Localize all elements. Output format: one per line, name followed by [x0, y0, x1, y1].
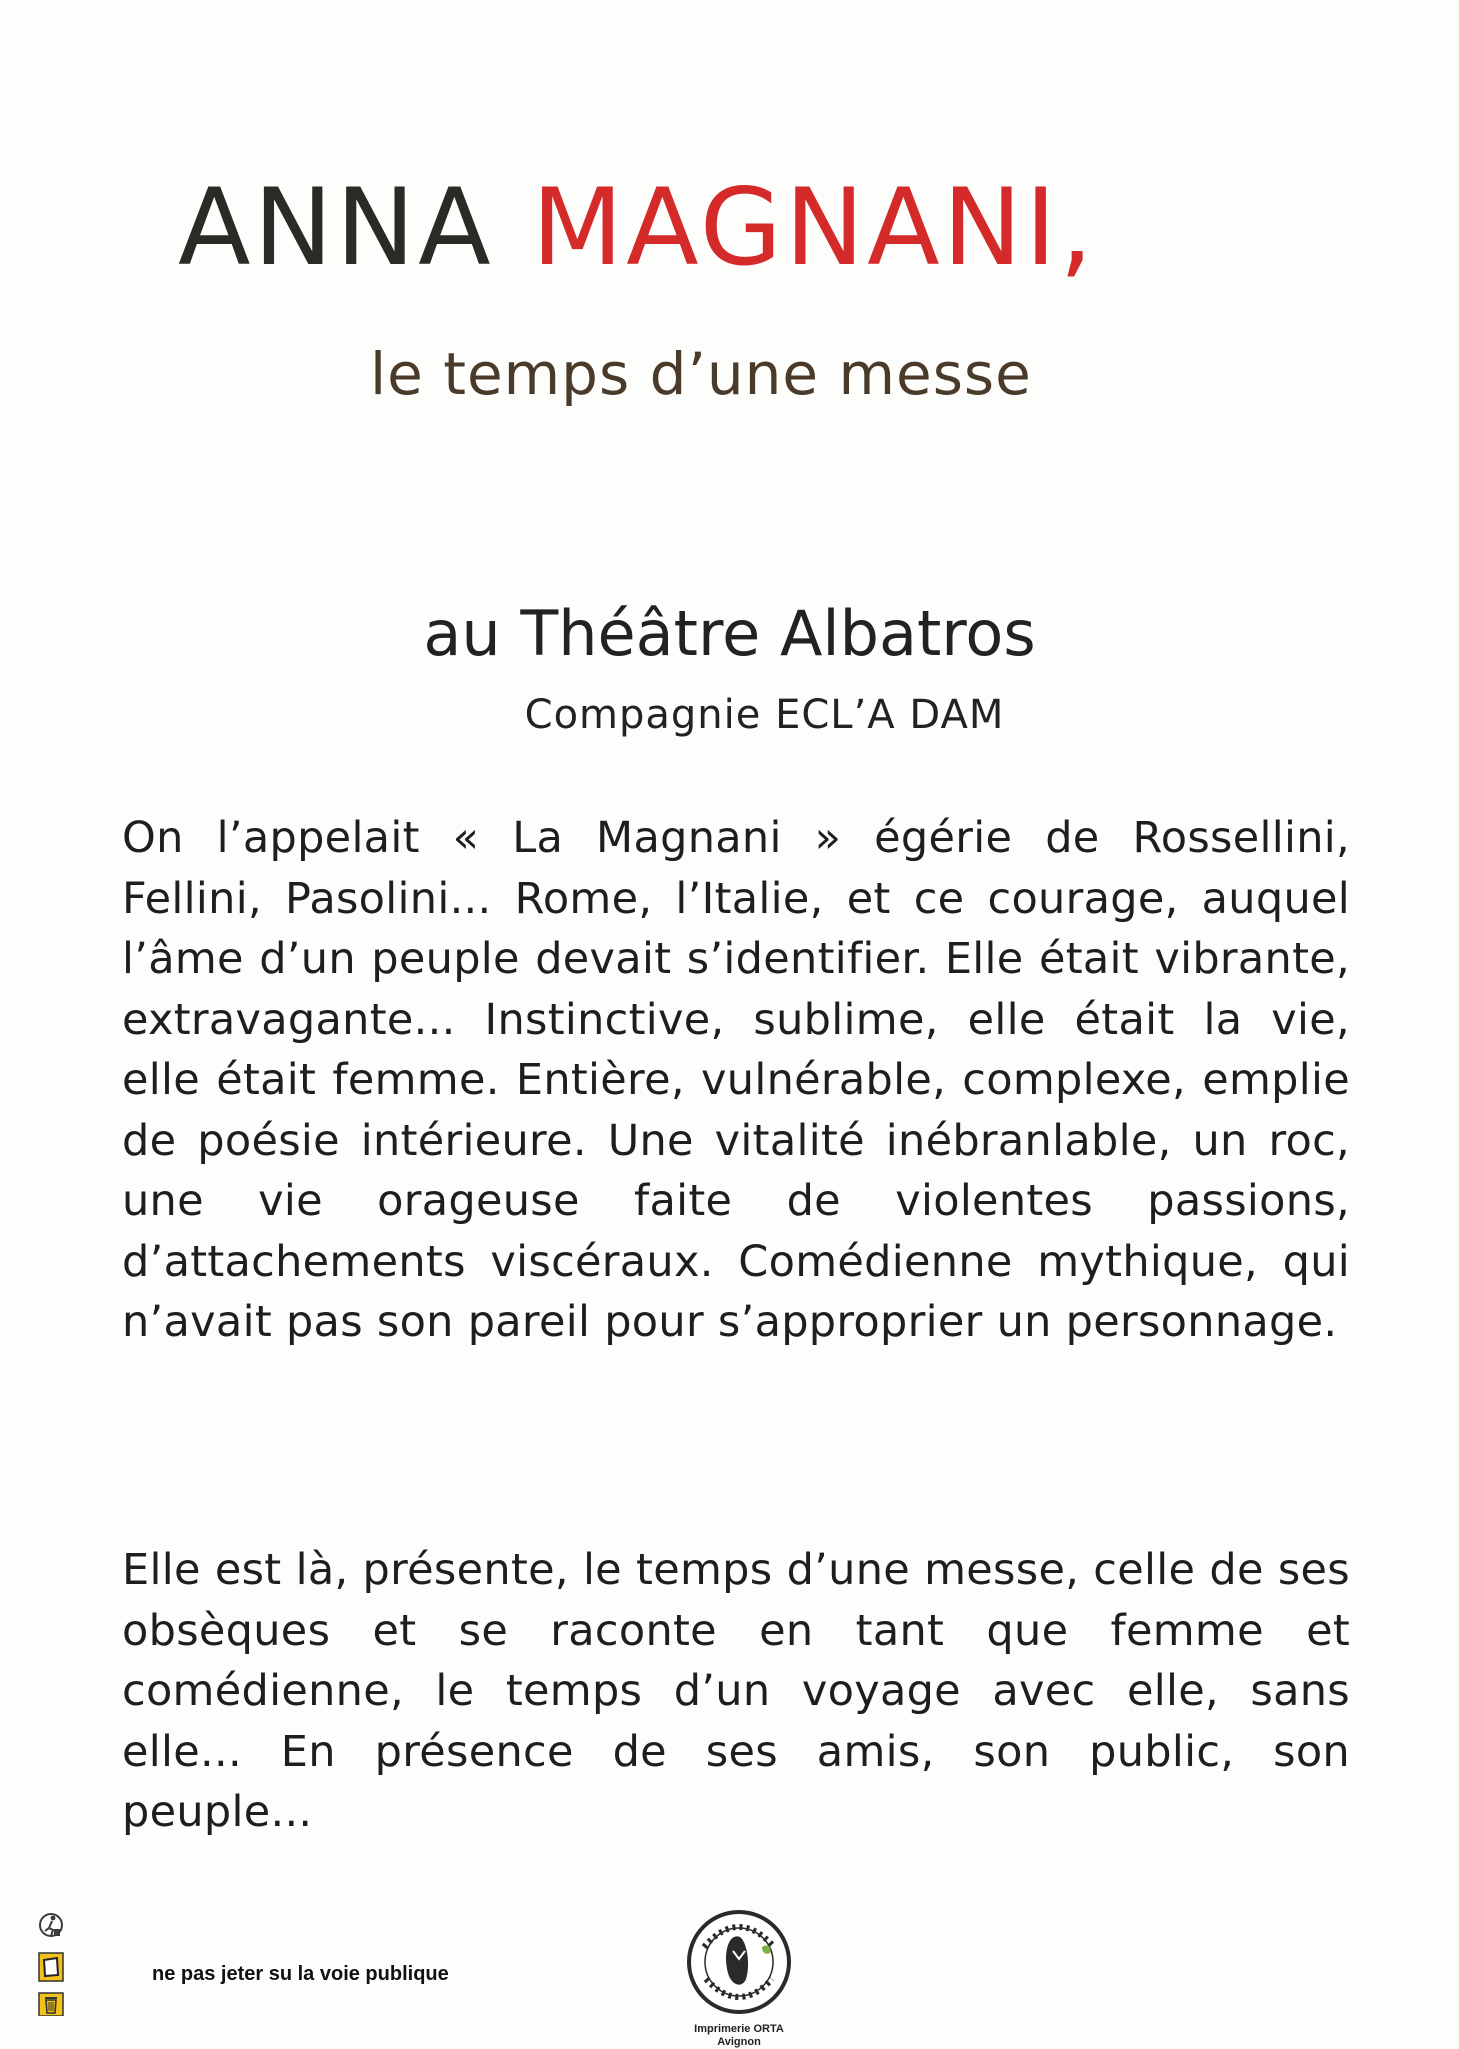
company-line: Compagnie ECL’A DAM [524, 692, 1005, 738]
disposal-icons [38, 1912, 78, 2026]
trash-bin-icon [38, 1992, 78, 2020]
title-accent-word: MAGNANI, [531, 166, 1096, 289]
recycle-person-icon [38, 1912, 78, 1946]
eco-flipflop-icon [684, 2002, 794, 2021]
disposal-note: ne pas jeter su la voie publique [152, 1963, 449, 1985]
paper-bin-icon [38, 1952, 78, 1986]
synopsis-paragraph-1: On l’appelait « La Magnani » égérie de Rossellini, Fellini, Pasolini... Rome, l’Italie, et ce courage, auquel l’âme d’un peuple devait s’identifier. Elle était vibrante, extravagante... Instinctive, sublime, elle était la vie, elle était femme. Entière, vulnérable, complexe, emplie de poésie intérieure. Une vitalité inébranlable, un roc, une vie orageuse faite de violentes passions, d’attachements viscéraux. Comédienne mythique, qui n’avait pas son pareil pour s’approprier un personnage. [122, 813, 1350, 1347]
title-first-word: ANNA [178, 166, 494, 289]
synopsis-paragraph-2: Elle est là, présente, le temps d’une messe, celle de ses obsèques et se raconte en tant que femme et comédienne, le temps d’un voyage avec elle, sans elle... En présence de ses amis, son public, son peuple... [122, 1545, 1350, 1837]
eco-responsible-badge [674, 1907, 804, 2049]
printer-city: Avignon [717, 2036, 761, 2048]
show-title [178, 166, 1328, 289]
printer-credit [674, 2023, 804, 2049]
printer-name: Imprimerie ORTA [694, 2023, 784, 2035]
venue-line: au Théâtre Albatros [423, 597, 1036, 670]
show-subtitle: le temps d’une messe [370, 340, 1032, 408]
